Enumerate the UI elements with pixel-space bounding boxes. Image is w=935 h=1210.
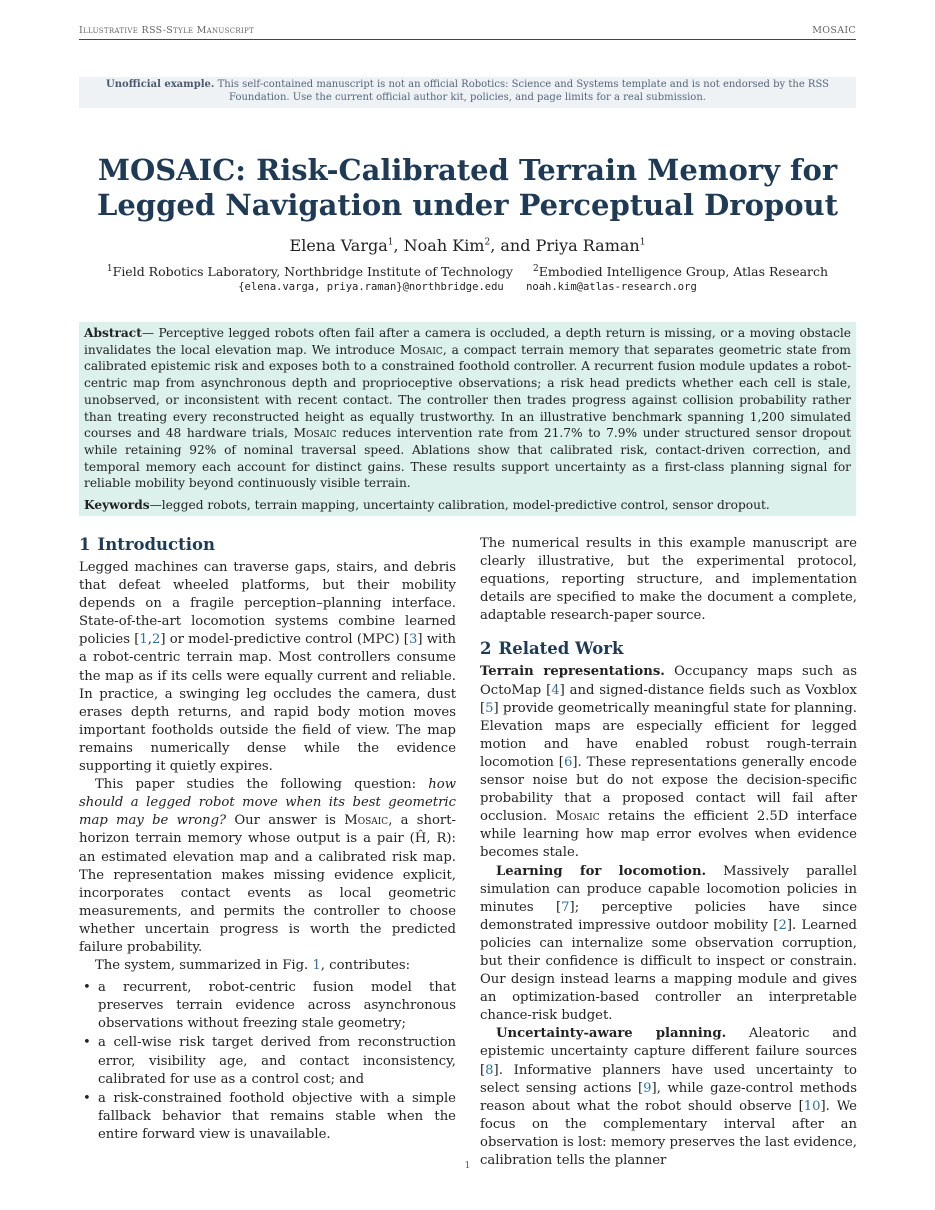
citation-link[interactable]: 1: [139, 632, 148, 648]
text: . Informative planners have used uncertainty to select sensing actions: [480, 1062, 857, 1096]
text: Our answer is: [226, 813, 345, 829]
text: , a short-horizon terrain memory whose output is a pair (Ĥ, R): an estimated elevation map and a calibrated risk map. The representation makes missing evidence explicit, incorporates contact events as local geometric measurements, and permits the controller to choose whether uncertain progress is worth the predicted failure probability.: [79, 813, 456, 955]
text: . We focus on the complementary interval after an observation is lost: memory preserves the last evidence, calibration tells the planner: [480, 1098, 857, 1168]
affiliation: [533, 264, 828, 280]
right-column: [480, 535, 857, 1170]
text: ; perceptive policies have since demonstrated impressive outdoor mobility: [480, 899, 858, 933]
affiliation: [107, 264, 513, 280]
affiliation-mark: 2: [532, 263, 539, 274]
citation-link[interactable]: 8: [485, 1062, 494, 1078]
author-name: Elena Varga: [289, 236, 388, 255]
left-column: [79, 535, 456, 1145]
text: , while gaze-control methods reason about what the robot should observe: [480, 1080, 857, 1114]
paragraph: Learning for locomotion. Massively parallel simulation can produce capable locomotion policies in minutes [7]; perceptive policies have since demonstrated impressive outdoor mobility [2]. Learned policies can internalize some observation corruption, but their confidence is difficult to inspect or constrain. Our design instead learns a mapping module and gives an optimization-based controller an interpretable chance-risk budget.: [480, 863, 858, 1024]
abstract-label: Abstract: [84, 326, 142, 340]
section-number: 1: [79, 535, 91, 554]
email: noah.kim@atlas-research.org: [526, 281, 697, 293]
author-emails: [79, 281, 856, 293]
system-name: Mosaic: [344, 813, 389, 829]
author-name: Priya Raman: [535, 236, 640, 255]
keywords-dash: —: [149, 498, 162, 513]
system-name: Mosaic: [293, 426, 337, 441]
citation-link[interactable]: 9: [643, 1080, 652, 1096]
abstract-text: Perceptive legged robots often fail after a camera is occluded, a depth return is missing, or a moving obstacle invalidates the local elevation map. We introduce: [84, 326, 852, 357]
abstract-body: [84, 325, 851, 492]
author-name: Noah Kim: [403, 236, 485, 255]
notice-text: This self-contained manuscript is not an official Robotics: Science and Systems template and is not endorsed by the RSS Foundation. Use the current official author kit, policies, and page limits for a real submission.: [217, 79, 829, 103]
keywords-label: Keywords: [84, 498, 150, 513]
text: , contributes:: [320, 958, 411, 974]
citation-link[interactable]: 4: [551, 682, 560, 698]
keywords-text: legged robots, terrain mapping, uncertainty calibration, model-predictive control, sensor dropout.: [161, 498, 770, 513]
paragraph: [79, 957, 456, 975]
citation-link[interactable]: 7: [561, 899, 570, 915]
text: This paper studies the following question:: [95, 777, 429, 793]
keywords: [84, 497, 851, 514]
section-heading-introduction: [79, 535, 456, 555]
email: {elena.varga, priya.raman}@northbridge.edu: [238, 281, 504, 293]
abstract-text: reduces intervention rate from 21.7% to 7.9% under structured sensor dropout while retaining 92% of nominal traversal speed. Ablations show that calibrated risk, contact-driven correction, and temporal memory each account for distinct gains. These results support uncertainty as a first-class planning signal for reliable mobility beyond continuously visible terrain.: [84, 426, 852, 491]
list-item: • a risk-constrained foothold objective with a simple fallback behavior that remains stable when the entire forward view is unavailable.: [98, 1090, 456, 1144]
figure-link[interactable]: 1: [312, 958, 321, 974]
affiliation-text: Field Robotics Laboratory, Northbridge Institute of Technology: [112, 264, 513, 279]
citation-link[interactable]: 2: [151, 632, 161, 648]
paragraph-label: Terrain representations.: [480, 664, 665, 680]
author-affil-mark: 1: [639, 237, 646, 248]
title-line-1: MOSAIC: Risk-Calibrated Terrain Memory for: [97, 153, 838, 187]
page-number: 1: [464, 1160, 471, 1171]
running-head: [79, 25, 856, 40]
notice-label: Unofficial example.: [106, 79, 215, 90]
running-head-right: MOSAIC: [812, 25, 856, 36]
text: or model-predictive control (MPC): [165, 632, 404, 648]
running-head-left: Illustrative RSS-Style Manuscript: [79, 25, 255, 36]
paragraph: [79, 776, 456, 957]
text: provide geometrically meaningful state for planning. Elevation maps are especially efficient for legged motion and have enabled robust rough-terrain locomotion: [480, 700, 857, 770]
text: The system, summarized in Fig.: [95, 958, 313, 974]
list-item: • a recurrent, robot-centric fusion model that preserves terrain evidence across asynchronous observations without freezing stale geometry;: [98, 979, 456, 1033]
paragraph: The numerical results in this example manuscript are clearly illustrative, but the experimental protocol, equations, reporting structure, and implementation details are specified to make the document a complete, adaptable research-paper source.: [480, 536, 857, 624]
citation-link[interactable]: 10: [803, 1098, 821, 1114]
section-heading-related-work: [480, 639, 857, 659]
citation-link[interactable]: 5: [485, 700, 494, 716]
unofficial-notice: [79, 77, 856, 108]
list-item: • a cell-wise risk target derived from reconstruction error, visibility age, and contact inconsistency, calibrated for use as a control cost; and: [98, 1034, 456, 1088]
paragraph-label: Learning for locomotion.: [496, 863, 707, 879]
system-name: Mosaic: [399, 342, 443, 357]
title-line-2: Legged Navigation under Perceptual Dropout: [96, 188, 839, 222]
abstract-dash: —: [141, 326, 159, 340]
section-title: Related Work: [498, 639, 624, 659]
paragraph: Terrain representations. Occupancy maps such as OctoMap [4] and signed-distance fields such as Voxblox [5] provide geometrically meaningful state for planning. Elevation maps are especially efficient for legged motion and have enabled robust rough-terrain locomotion [6]. These representations generally encode sensor noise but do not expose the decision-specific probability that a proposed contact will fail after occlusion. Mosaic retains the efficient 2.5D interface while learning how map error evolves when evidence becomes stale.: [480, 664, 857, 861]
paragraph-label: Uncertainty-aware planning.: [496, 1026, 727, 1042]
citation-link[interactable]: 6: [563, 754, 573, 770]
abstract: [79, 322, 856, 516]
author-separator: ,: [393, 236, 404, 255]
paragraph: Legged machines can traverse gaps, stairs, and debris that defeat wheeled platforms, but their mobility depends on a fragile perception–planning interface. State-of-the-art locomotion systems combine learned policies [1,2] or model-predictive control (MPC) [3] with a robot-centric terrain map. Most controllers consume the map as if its cells were equally current and reliable. In practice, a swinging leg occludes the camera, dust erases depth returns, and rapid body motion moves important footholds outside the field of view. The map remains numerically dense while the evidence supporting it quietly expires.: [79, 560, 456, 775]
text: ,: [147, 632, 152, 648]
affiliation-text: Embodied Intelligence Group, Atlas Research: [538, 264, 829, 279]
research-question: how should a legged robot move when its best geometric map may be wrong?: [79, 777, 456, 829]
author-affil-mark: 1: [387, 237, 394, 248]
affiliations: [79, 264, 856, 280]
author-separator: , and: [490, 236, 536, 255]
paper-title: [79, 153, 856, 223]
text: retains the efficient 2.5D interface while learning how map error evolves when evidence becomes stale.: [480, 809, 857, 861]
citation-link[interactable]: 2: [778, 917, 787, 933]
section-title: Introduction: [97, 535, 215, 554]
text: and signed-distance fields such as Voxblox: [564, 682, 857, 698]
text: . Learned policies can internalize some observation corruption, but their confidence is difficult to inspect or constrain. Our design instead learns a mapping module and gives an optimization-based controller an interpretable chance-risk budget.: [480, 917, 857, 1024]
affiliation-mark: 1: [106, 263, 113, 274]
section-number: 2: [480, 639, 492, 659]
text: . These representations generally encode sensor noise but do not expose the decision-specific probability that a proposed contact will fail after occlusion.: [480, 754, 857, 825]
author-affil-mark: 2: [484, 237, 491, 248]
system-name: Mosaic: [555, 809, 600, 825]
abstract-text: , a compact terrain memory that separates geometric state from calibrated epistemic risk and exposes both to a constrained foothold controller. A recurrent fusion module updates a robot-centric map from asynchronous depth and proprioceptive observations; a risk head predicts whether each cell is stale, unobserved, or inconsistent with recent contact. The controller then trades progress against collision probability rather than treating every reconstructed height as equally trustworthy. In an illustrative benchmark spanning 1,200 simulated courses and 48 hardware trials,: [84, 342, 851, 441]
text: with a robot-centric terrain map. Most controllers consume the map as if its cells were equally current and reliable. In practice, a swinging leg occludes the camera, dust erases depth returns, and rapid body motion moves important footholds outside the field of view. The map remains numerically dense while the evidence supporting it quietly expires.: [79, 632, 456, 775]
text: Aleatoric and epistemic uncertainty capture different failure sources: [480, 1026, 857, 1060]
citation-link[interactable]: 3: [408, 632, 418, 648]
paragraph: Uncertainty-aware planning. Aleatoric and epistemic uncertainty capture different failure sources [8]. Informative planners have used uncertainty to select sensing actions [9], while gaze-control methods reason about what the robot should observe [10]. We focus on the complementary interval after an observation is lost: memory preserves the last evidence, calibration tells the planner: [480, 1026, 857, 1168]
text: Occupancy maps such as OctoMap: [480, 664, 857, 698]
contribution-list: [79, 979, 456, 1144]
text: Massively parallel simulation can produce capable locomotion policies in minutes: [480, 863, 858, 915]
author-list: [79, 236, 856, 256]
text: Legged machines can traverse gaps, stairs, and debris that defeat wheeled platforms, but their mobility depends on a fragile perception–planning interface. State-of-the-art locomotion systems combine learned policies: [79, 560, 456, 648]
